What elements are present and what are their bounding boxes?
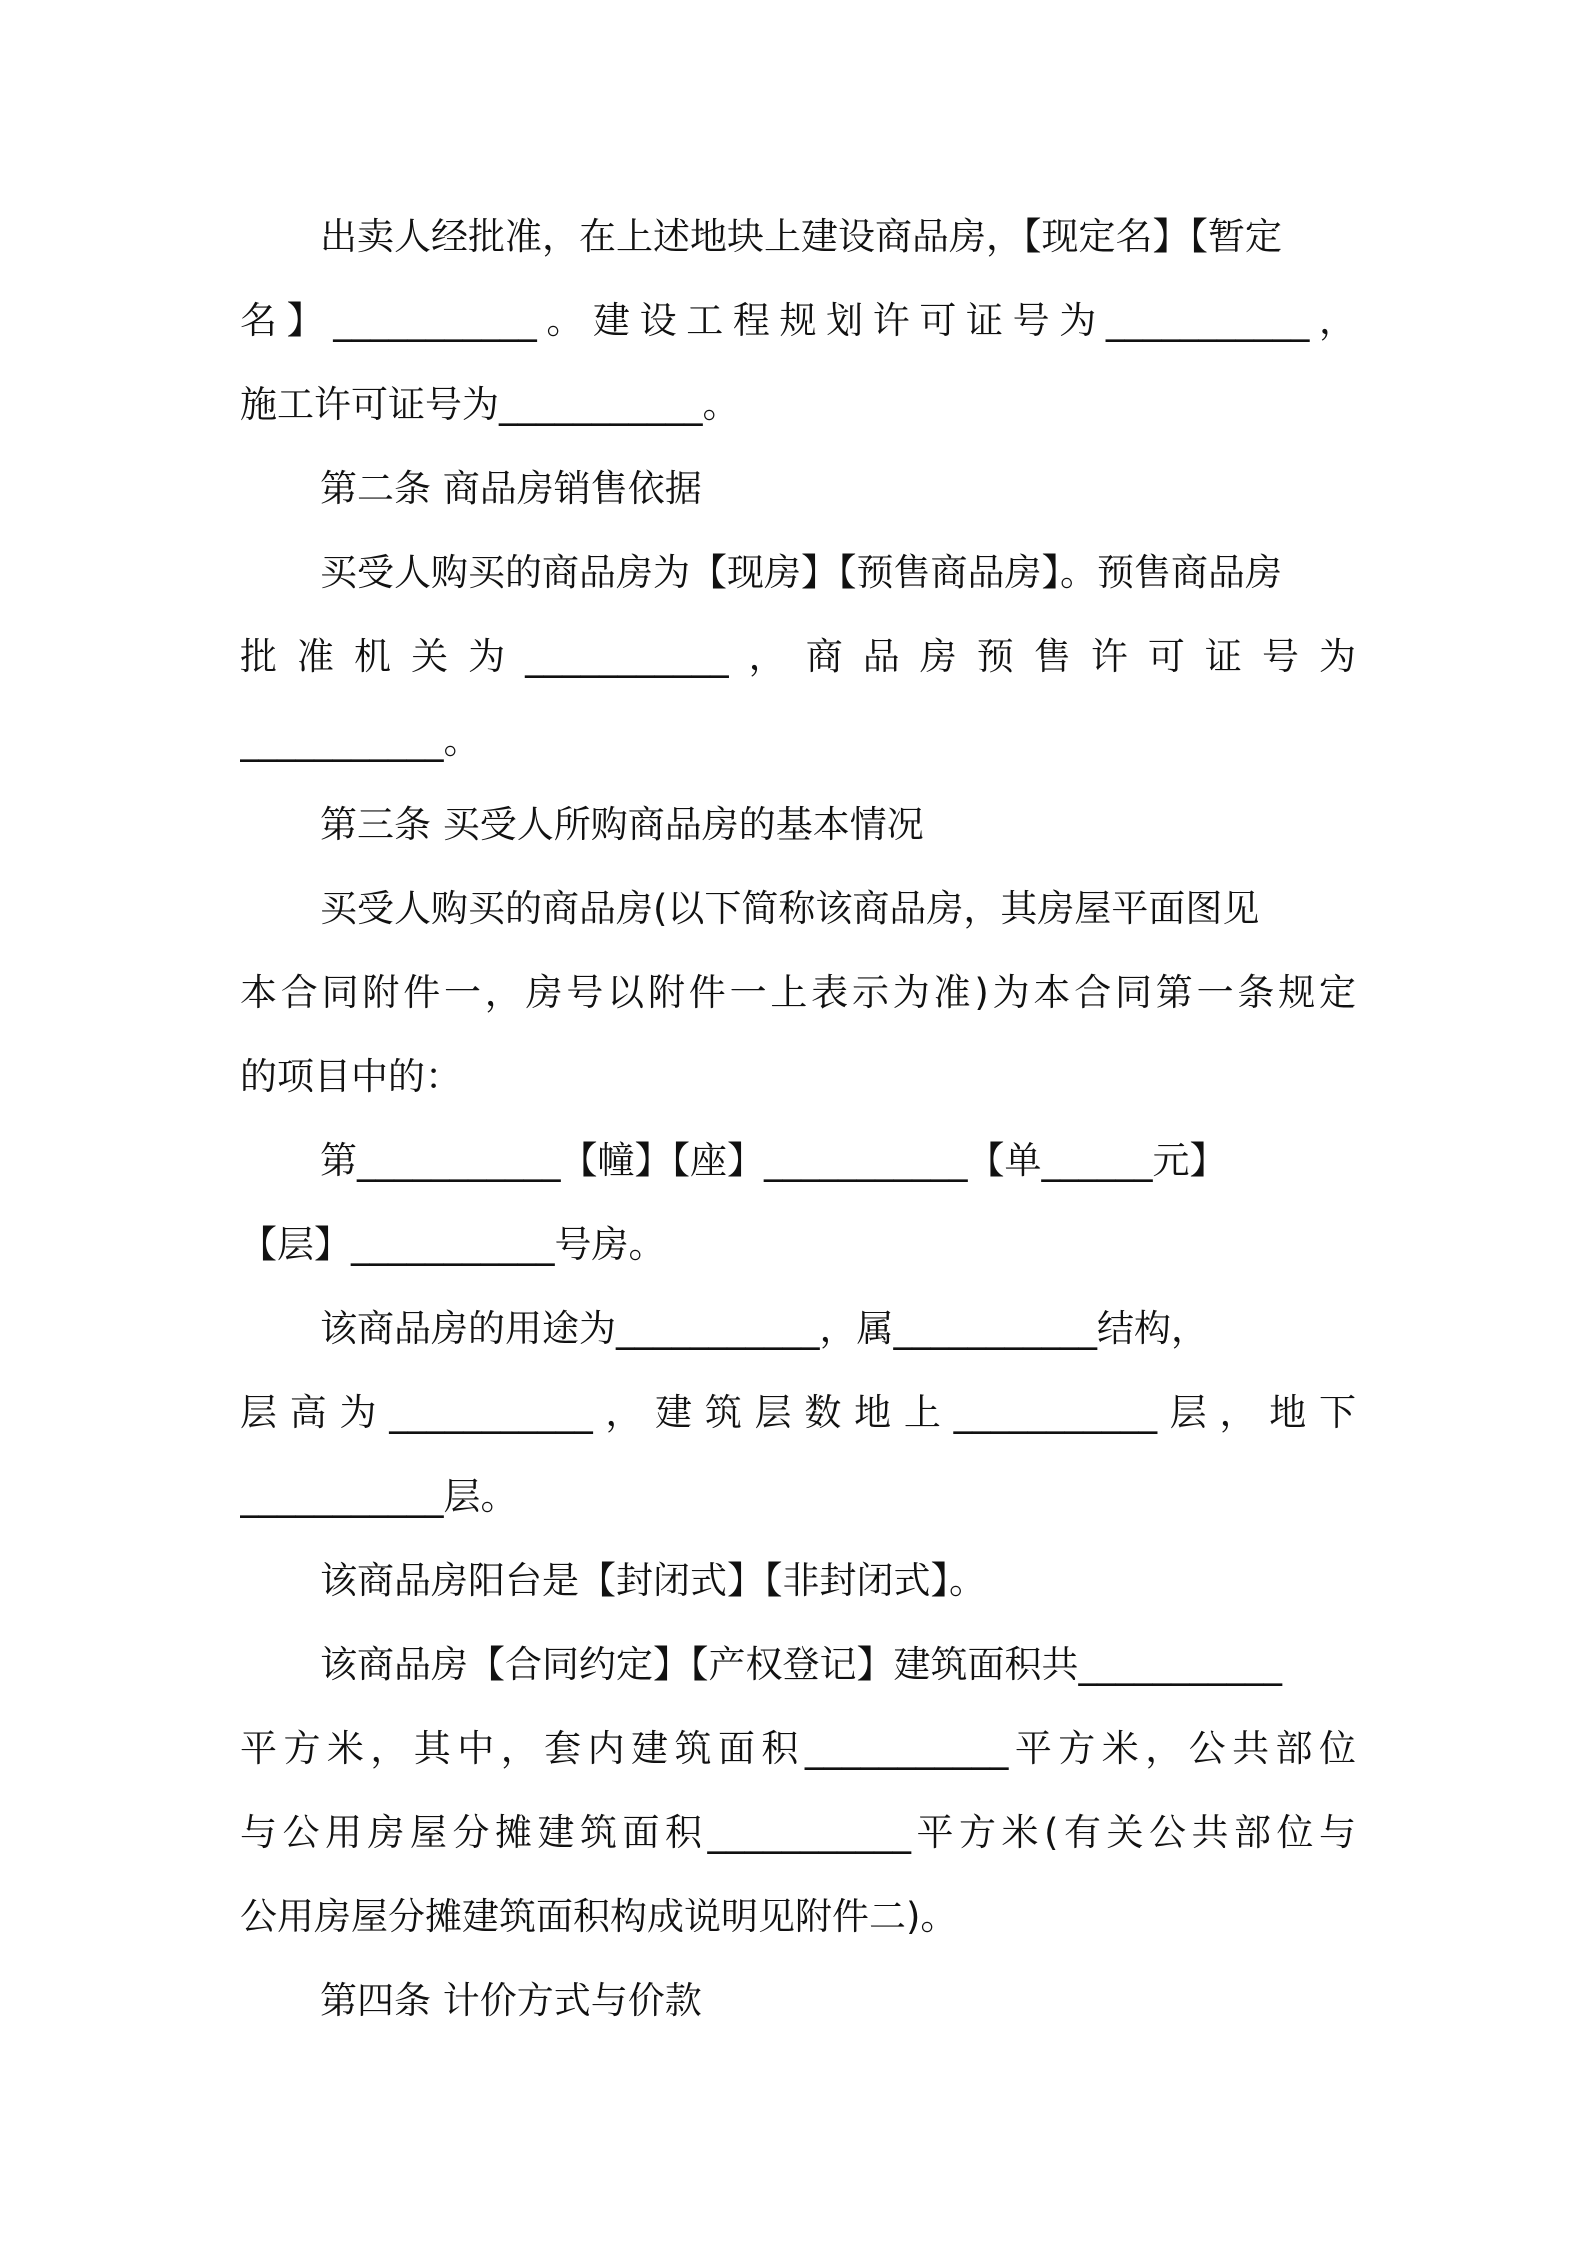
paragraph-line: 买受人购买的商品房(以下简称该商品房，其房屋平面图见 <box>320 887 1260 930</box>
paragraph-line: 本合同附件一，房号以附件一上表示为准)为本合同第一条规定 <box>240 971 1356 1014</box>
paragraph-line: 公用房屋分摊建筑面积构成说明见附件二)。 <box>240 1895 958 1938</box>
article-heading: 第二条 商品房销售依据 <box>320 467 702 510</box>
paragraph-line: ___________层。 <box>240 1475 518 1518</box>
paragraph-line: 出卖人经批准，在上述地块上建设商品房，【现定名】【暂定 <box>320 215 1282 258</box>
paragraph-line: 层高为___________，建筑层数地上___________层，地下 <box>240 1391 1356 1434</box>
paragraph-line: ___________。 <box>240 719 481 762</box>
article-heading: 第三条 买受人所购商品房的基本情况 <box>320 803 924 846</box>
paragraph-line: 施工许可证号为___________。 <box>240 383 740 426</box>
paragraph-line: 该商品房阳台是【封闭式】【非封闭式】。 <box>320 1559 986 1602</box>
paragraph-line: 的项目中的： <box>240 1055 462 1098</box>
contract-text <box>240 195 1356 2043</box>
paragraph-line: 【层】___________号房。 <box>240 1223 666 1266</box>
paragraph-line: 买受人购买的商品房为【现房】【预售商品房】。预售商品房 <box>320 551 1282 594</box>
paragraph-line: 与公用房屋分摊建筑面积___________平方米(有关公共部位与 <box>240 1811 1356 1854</box>
paragraph-line: 平方米，其中，套内建筑面积___________平方米，公共部位 <box>240 1727 1356 1770</box>
paragraph-line: 该商品房【合同约定】【产权登记】建筑面积共___________ <box>320 1643 1282 1686</box>
paragraph-line: 第___________【幢】【座】___________【单______元】 <box>320 1139 1227 1182</box>
paragraph-line: 该商品房的用途为___________，属___________结构， <box>320 1307 1208 1350</box>
paragraph-line: 名】___________。建设工程规划许可证号为___________， <box>240 299 1356 342</box>
article-heading: 第四条 计价方式与价款 <box>320 1979 702 2022</box>
paragraph-line: 批准机关为___________，商品房预售许可证号为 <box>240 635 1356 678</box>
